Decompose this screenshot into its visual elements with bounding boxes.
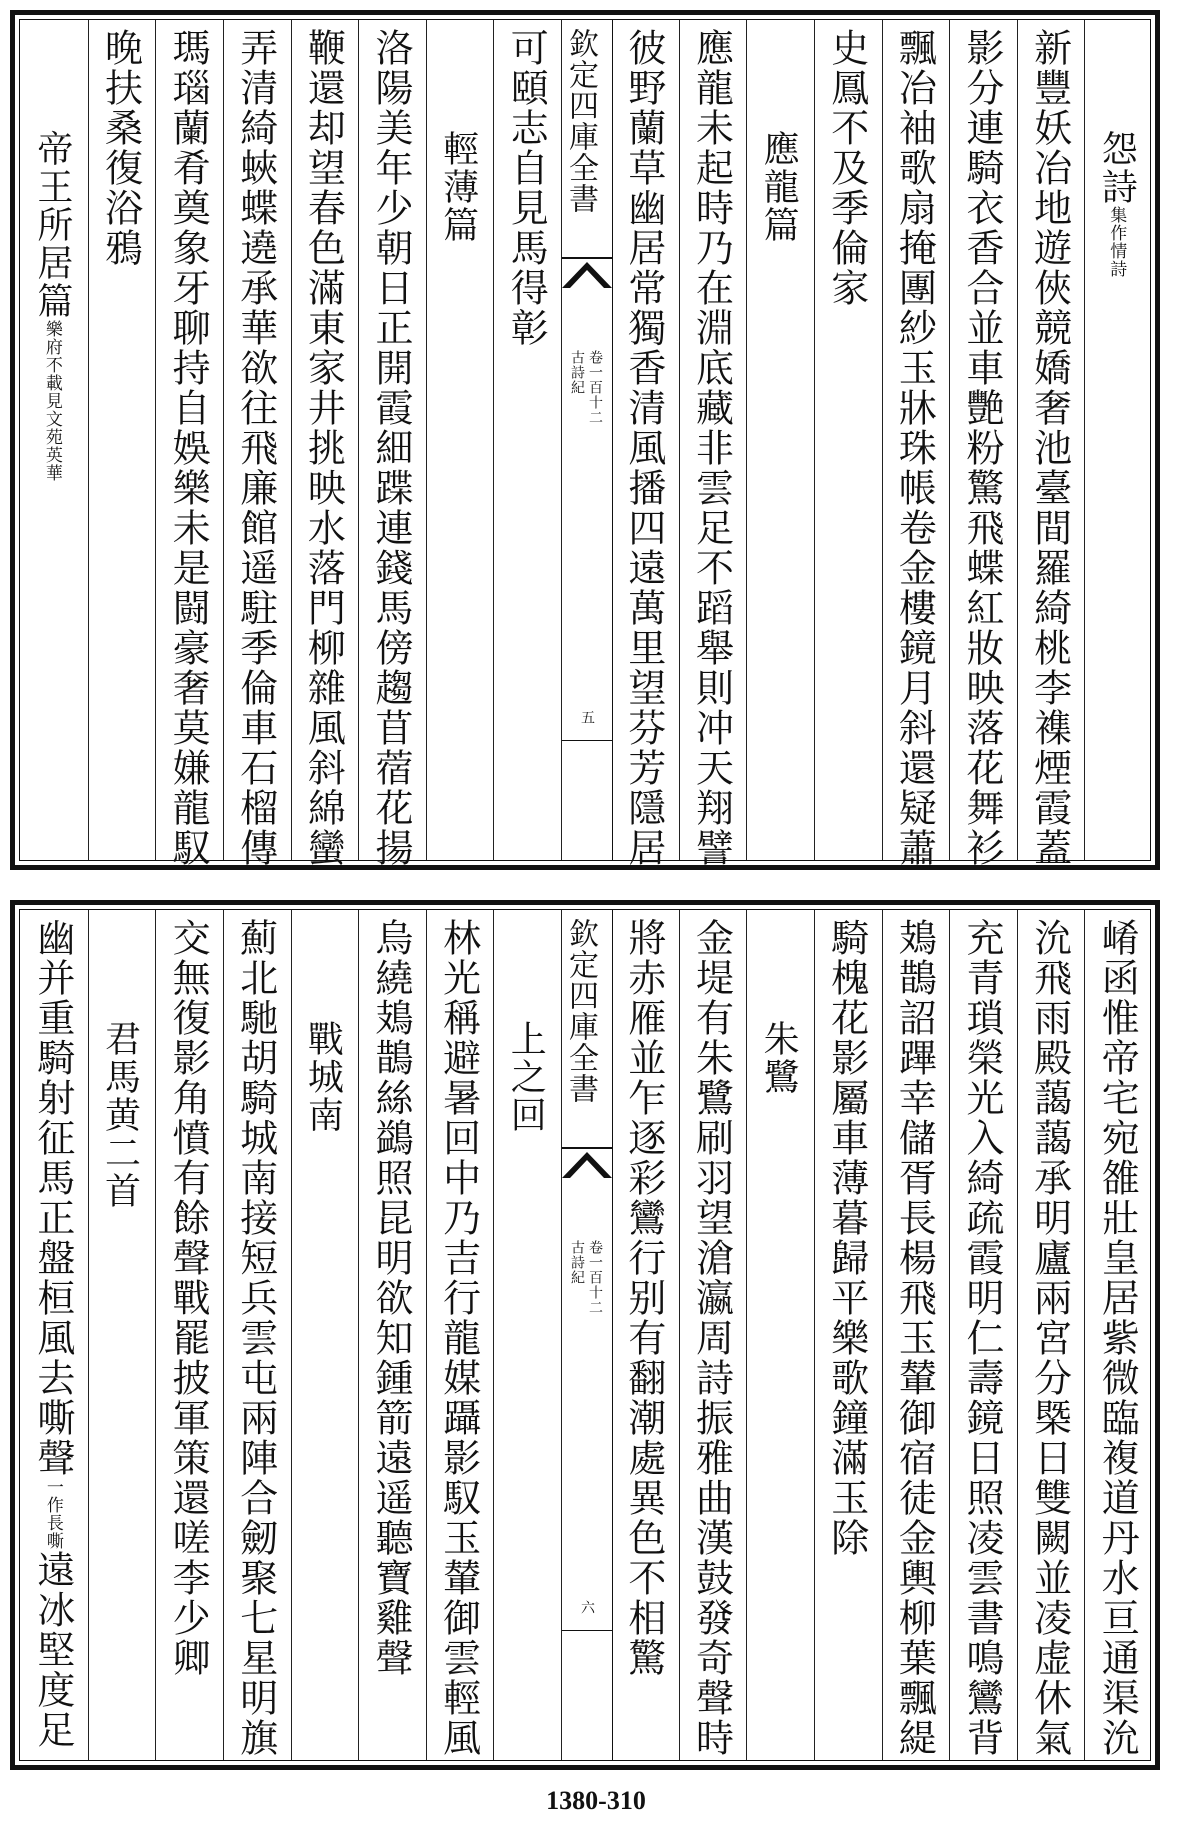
book-title: 欽定四庫全書: [563, 28, 598, 214]
column-rule: [814, 20, 815, 860]
text-column: 交無復影角憤有餘聲戰罷披軍策還嗟李少卿: [166, 918, 211, 1678]
poem-title: 君馬黄二首: [99, 1020, 141, 1210]
column-rule: [561, 20, 562, 860]
text-column: 崤函惟帝宅宛雒壯皇居紫微臨複道丹水亘通渠沇: [1095, 918, 1140, 1758]
column-rule: [1017, 20, 1018, 860]
poem-title: 戰城南: [302, 1020, 344, 1134]
text-column: 影分連騎衣香合並車艷粉驚飛蝶紅妝映落花舞衫: [959, 28, 1004, 868]
column-rule: [291, 910, 292, 1760]
column-rule: [949, 910, 950, 1760]
page-code: 1380-310: [546, 1786, 646, 1815]
bottom-page: [10, 900, 1160, 1770]
column-rule: [949, 20, 950, 860]
column-text: 帝王所居篇: [31, 130, 73, 320]
column-rule: [882, 910, 883, 1760]
column-text: 幽并重騎射征馬正盤桓風去嘶聲: [30, 918, 75, 1478]
column-rule: [291, 20, 292, 860]
interlinear-note: 樂府不載見文苑英華: [41, 320, 62, 482]
center-rule: [562, 740, 612, 741]
section-title: 古詩紀: [569, 350, 585, 395]
poem-title: [1096, 130, 1138, 852]
poem-title: 朱鷺: [758, 1020, 800, 1096]
column-rule: [561, 910, 562, 1760]
text-column: 彼野蘭草幽居常獨香清風播四遠萬里望芬芳隱居: [621, 28, 666, 868]
folio-number: 五: [579, 710, 595, 724]
column-rule: [223, 20, 224, 860]
folio-number: 六: [579, 1600, 595, 1614]
text-column: 弄清綺蛺蝶遶承華欲往飛廉館遥駐季倫車石榴傳: [233, 28, 278, 868]
top-page-frame: [19, 19, 1151, 868]
text-column: 將赤雁並乍逐彩鸞行别有翻潮處異色不相驚: [621, 918, 666, 1678]
section-title: 古詩紀: [569, 1240, 585, 1285]
text-column: [30, 918, 75, 1752]
poem-title: 上之回: [505, 1020, 547, 1134]
text-column: 騎槐花影屬車薄暮歸平樂歌鐘滿玉除: [824, 918, 869, 1558]
text-column: 新豐妖冶地遊俠競嬌奢池臺間羅綺桃李襍煙霞蓋: [1027, 28, 1072, 868]
book-title: 欽定四庫全書: [563, 918, 598, 1104]
text-column: 晚扶桑復浴鴉: [98, 28, 143, 268]
center-strip: [561, 20, 613, 860]
volume-number: 卷一百十二: [587, 1240, 603, 1315]
column-rule: [88, 910, 89, 1760]
column-rule: [426, 910, 427, 1760]
interlinear-note: 一作長嘶: [42, 1478, 63, 1550]
column-rule: [155, 910, 156, 1760]
text-column: 史鳳不及季倫家: [824, 28, 869, 308]
column-rule: [358, 20, 359, 860]
text-column: 金堤有朱鷺刷羽望滄瀛周詩振雅曲漢鼓發奇聲時: [689, 918, 734, 1758]
text-column: 充青瑣榮光入綺疏霞明仁壽鏡日照凌雲書鳴鸞背: [959, 918, 1004, 1758]
column-rule: [358, 910, 359, 1760]
text-column: 鞭還却望春色滿東家井挑映水落門柳雜風斜綿蠻: [301, 28, 346, 868]
column-rule: [88, 20, 89, 860]
poem-title: [31, 130, 73, 852]
interlinear-note: 集作情詩: [1106, 206, 1127, 278]
text-column: 烏繞鳷鵲絲鷁照昆明欲知鍾箭遠遥聽寶雞聲: [368, 918, 413, 1678]
column-rule: [746, 20, 747, 860]
poem-title: 應龍篇: [758, 130, 800, 244]
column-text: 遠冰堅度足: [30, 1550, 75, 1750]
text-column: 薊北馳胡騎城南接短兵雲屯兩陣合劒聚七星明旗: [233, 918, 278, 1758]
column-rule: [493, 910, 494, 1760]
column-rule: [155, 20, 156, 860]
fishtail-mark-icon: [562, 256, 612, 290]
center-rule: [562, 1630, 612, 1631]
center-strip: [561, 910, 613, 1760]
text-column: 應龍未起時乃在淵底藏非雲足不蹈舉則冲天翔譬: [689, 28, 734, 868]
column-rule: [814, 910, 815, 1760]
text-column: 鳷鵲詔蹕幸儲胥長楊飛玉輦御宿徒金輿柳葉飄緹: [892, 918, 937, 1758]
column-rule: [882, 20, 883, 860]
text-column: 林光稱避暑回中乃吉行龍媒躡影馭玉輦御雲輕風: [436, 918, 481, 1758]
top-page: [10, 10, 1160, 870]
column-rule: [746, 910, 747, 1760]
column-rule: [493, 20, 494, 860]
column-text: 怨詩: [1096, 130, 1138, 206]
poem-title: 輕薄篇: [437, 130, 479, 244]
text-column: 洛陽美年少朝日正開霞細蹀連錢馬傍趨苜蓿花揚: [368, 28, 413, 868]
text-column: 可頤志自見馬得彰: [504, 28, 549, 348]
column-rule: [679, 20, 680, 860]
text-column: 沇飛雨殿藹藹承明廬兩宮分槩日雙闕並凌虚休氣: [1027, 918, 1072, 1758]
text-column: 瑪瑙蘭肴奠象牙聊持自娛樂未是闘豪奢莫嫌龍馭: [166, 28, 211, 868]
text-column: 飄冶袖歌扇掩團紗玉牀珠帳卷金樓鏡月斜還疑蕭: [892, 28, 937, 868]
column-rule: [1084, 20, 1085, 860]
column-rule: [426, 20, 427, 860]
volume-number: 卷一百十二: [587, 350, 603, 425]
bottom-page-frame: [19, 909, 1151, 1761]
column-rule: [1084, 910, 1085, 1760]
column-rule: [223, 910, 224, 1760]
column-rule: [1017, 910, 1018, 1760]
fishtail-mark-icon: [562, 1146, 612, 1180]
column-rule: [679, 910, 680, 1760]
